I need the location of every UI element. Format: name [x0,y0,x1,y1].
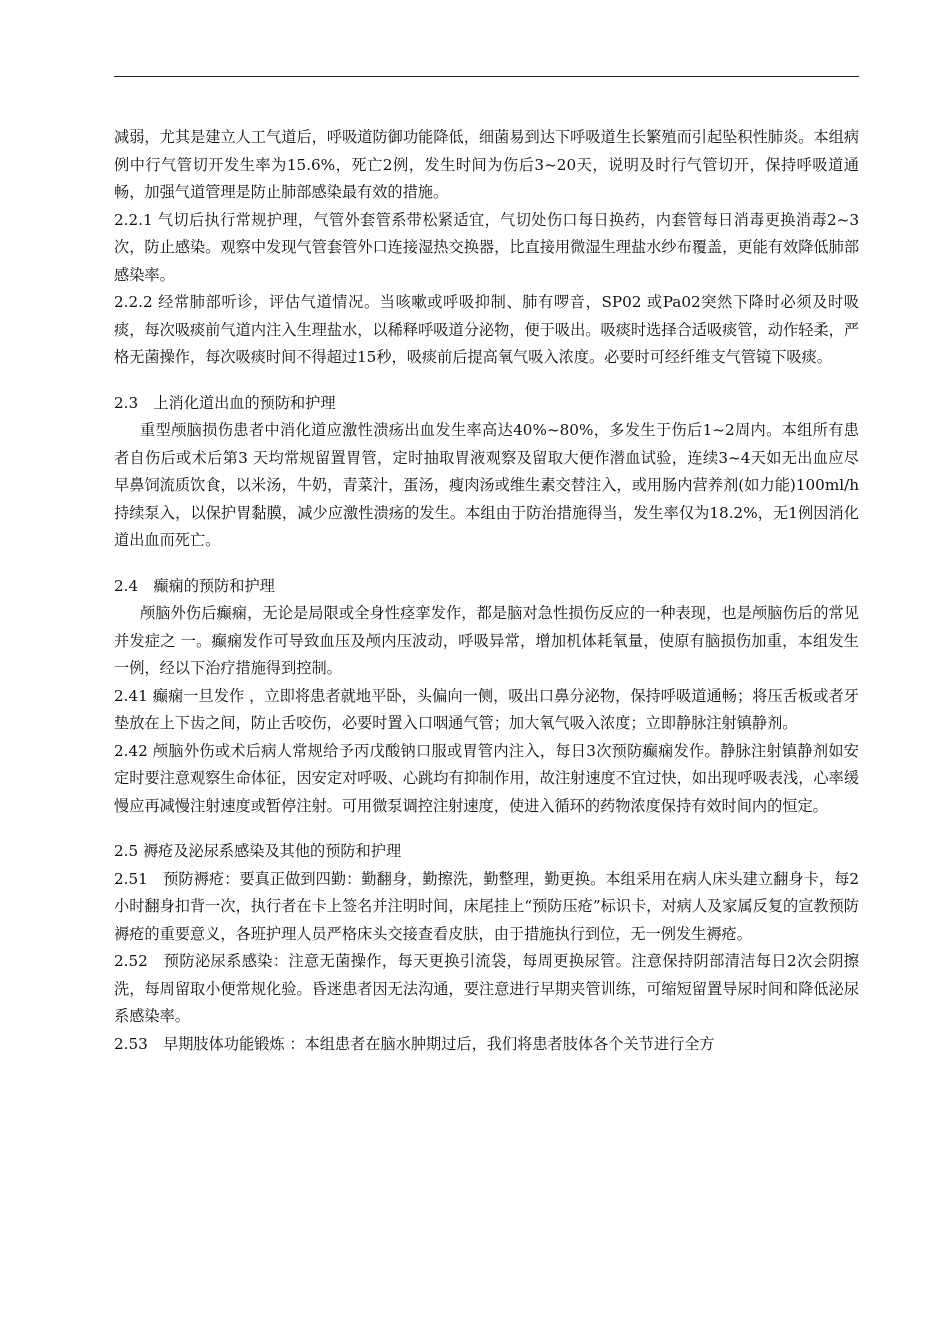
paragraph-2-2-2: 2.2.2 经常肺部听诊，评估气道情况。当咳嗽或呼吸抑制、肺有啰音，SP02 或Pa02突然下降时必须及时吸痰，每次吸痰前气道内注入生理盐水，以稀释呼吸道分泌物，便于吸出。吸痰时选择合适吸痰管，动作轻柔，严格无菌操作，每次吸痰时间不得超过15秒，吸痰前后提高氧气吸入浓度。必要时可经纤维支气管镜下吸痰。 [114,293,859,366]
header-rule [114,76,859,77]
document-body [114,124,859,1058]
paragraph-2-4: 颅脑外伤后癫痫，无论是局限或全身性痉挛发作，都是脑对急性损伤反应的一种表现，也是颅脑伤后的常见并发症之 一。癫痫发作可导致血压及颅内压波动，呼吸异常，增加机体耗氧量，使原有脑损伤加重，本组发生一例，经以下治疗措施得到控制。 [114,604,859,677]
paragraph-2-2-1: 2.2.1 气切后执行常规护理，气管外套管系带松紧适宜，气切处伤口每日换药，内套管每日消毒更换消毒2~3次，防止感染。观察中发现气管套管外口连接湿热交换器，比直接用微湿生理盐水纱布覆盖，更能有效降低肺部感染率。 [114,210,859,284]
heading-2-4: 2.4 癫痫的预防和护理 [114,576,275,595]
paragraph-2-53: 2.53 早期肢体功能锻炼 ：本组患者在脑水肿期过后，我们将患者肢体各个关节进行全方 [114,1034,715,1053]
paragraph-2-42: 2.42 颅脑外伤或术后病人常规给予丙戊酸钠口服或胃管内注入，每日3次预防癫痫发作。静脉注射镇静剂如安定时要注意观察生命体征，因安定对呼吸、心跳均有抑制作用，故注射速度不宜过快，如出现呼吸表浅，心率缓慢应再减慢注射速度或暂停注射。可用微泵调控注射速度，使进入循环的药物浓度保持有效时间内的恒定。 [114,741,859,815]
paragraph-2-41: 2.41 癫痫一旦发作 ，立即将患者就地平卧，头偏向一侧，吸出口鼻分泌物，保持呼吸道通畅；将压舌板或者牙垫放在上下齿之间，防止舌咬伤，必要时置入口咽通气管；加大氧气吸入浓度；立即静脉注射镇静剂。 [114,686,859,732]
heading-2-5: 2.5 褥疮及泌尿系感染及其他的预防和护理 [114,842,402,860]
paragraph-2-3: 重型颅脑损伤患者中消化道应激性溃疡出血发生率高达40%~80%，多发生于伤后1~2周内。本组所有患者自伤后或术后第3 天均常规留置胃管，定时抽取胃液观察及留取大便作潜血试验，连续3~4天如无出血应尽早鼻饲流质饮食，以米汤，牛奶，青菜汁，蛋汤，瘦肉汤或维生素交替注入，或用肠内营养剂(如力能)100ml/h 持续泵入，以保护胃黏膜，减少应激性溃疡的发生。本组由于防治措施得当，发生率仅为18.2%，无1例因消化道出血而死亡。 [114,421,859,549]
heading-2-3: 2.3 上消化道出血的预防和护理 [114,393,336,412]
paragraph-2-52: 2.52 预防泌尿系感染：注意无菌操作，每天更换引流袋，每周更换尿管。注意保持阴部清洁每日2次会阴擦洗，每周留取小便常规化验。昏迷患者因无法沟通，要注意进行早期夹管训练，可缩短留置导尿时间和降低泌尿系感染率。 [114,952,859,1025]
paragraph-pneumonia-intro: 减弱，尤其是建立人工气道后，呼吸道防御功能降低，细菌易到达下呼吸道生长繁殖而引起坠积性肺炎。本组病例中行气管切开发生率为15.6%，死亡2例，发生时间为伤后3~20天，说明及时行气管切开，保持呼吸道通畅，加强气道管理是防止肺部感染最有效的措施。 [114,128,859,201]
paragraph-2-51: 2.51 预防褥疮：要真正做到四勤：勤翻身，勤擦洗，勤整理，勤更换。本组采用在病人床头建立翻身卡，每2小时翻身扣背一次，执行者在卡上签名并注明时间，床尾挂上“预防压疮”标识卡，对病人及家属反复的宣教预防褥疮的重要意义，各班护理人员严格床头交接查看皮肤，由于措施执行到位，无一例发生褥疮。 [114,869,859,943]
